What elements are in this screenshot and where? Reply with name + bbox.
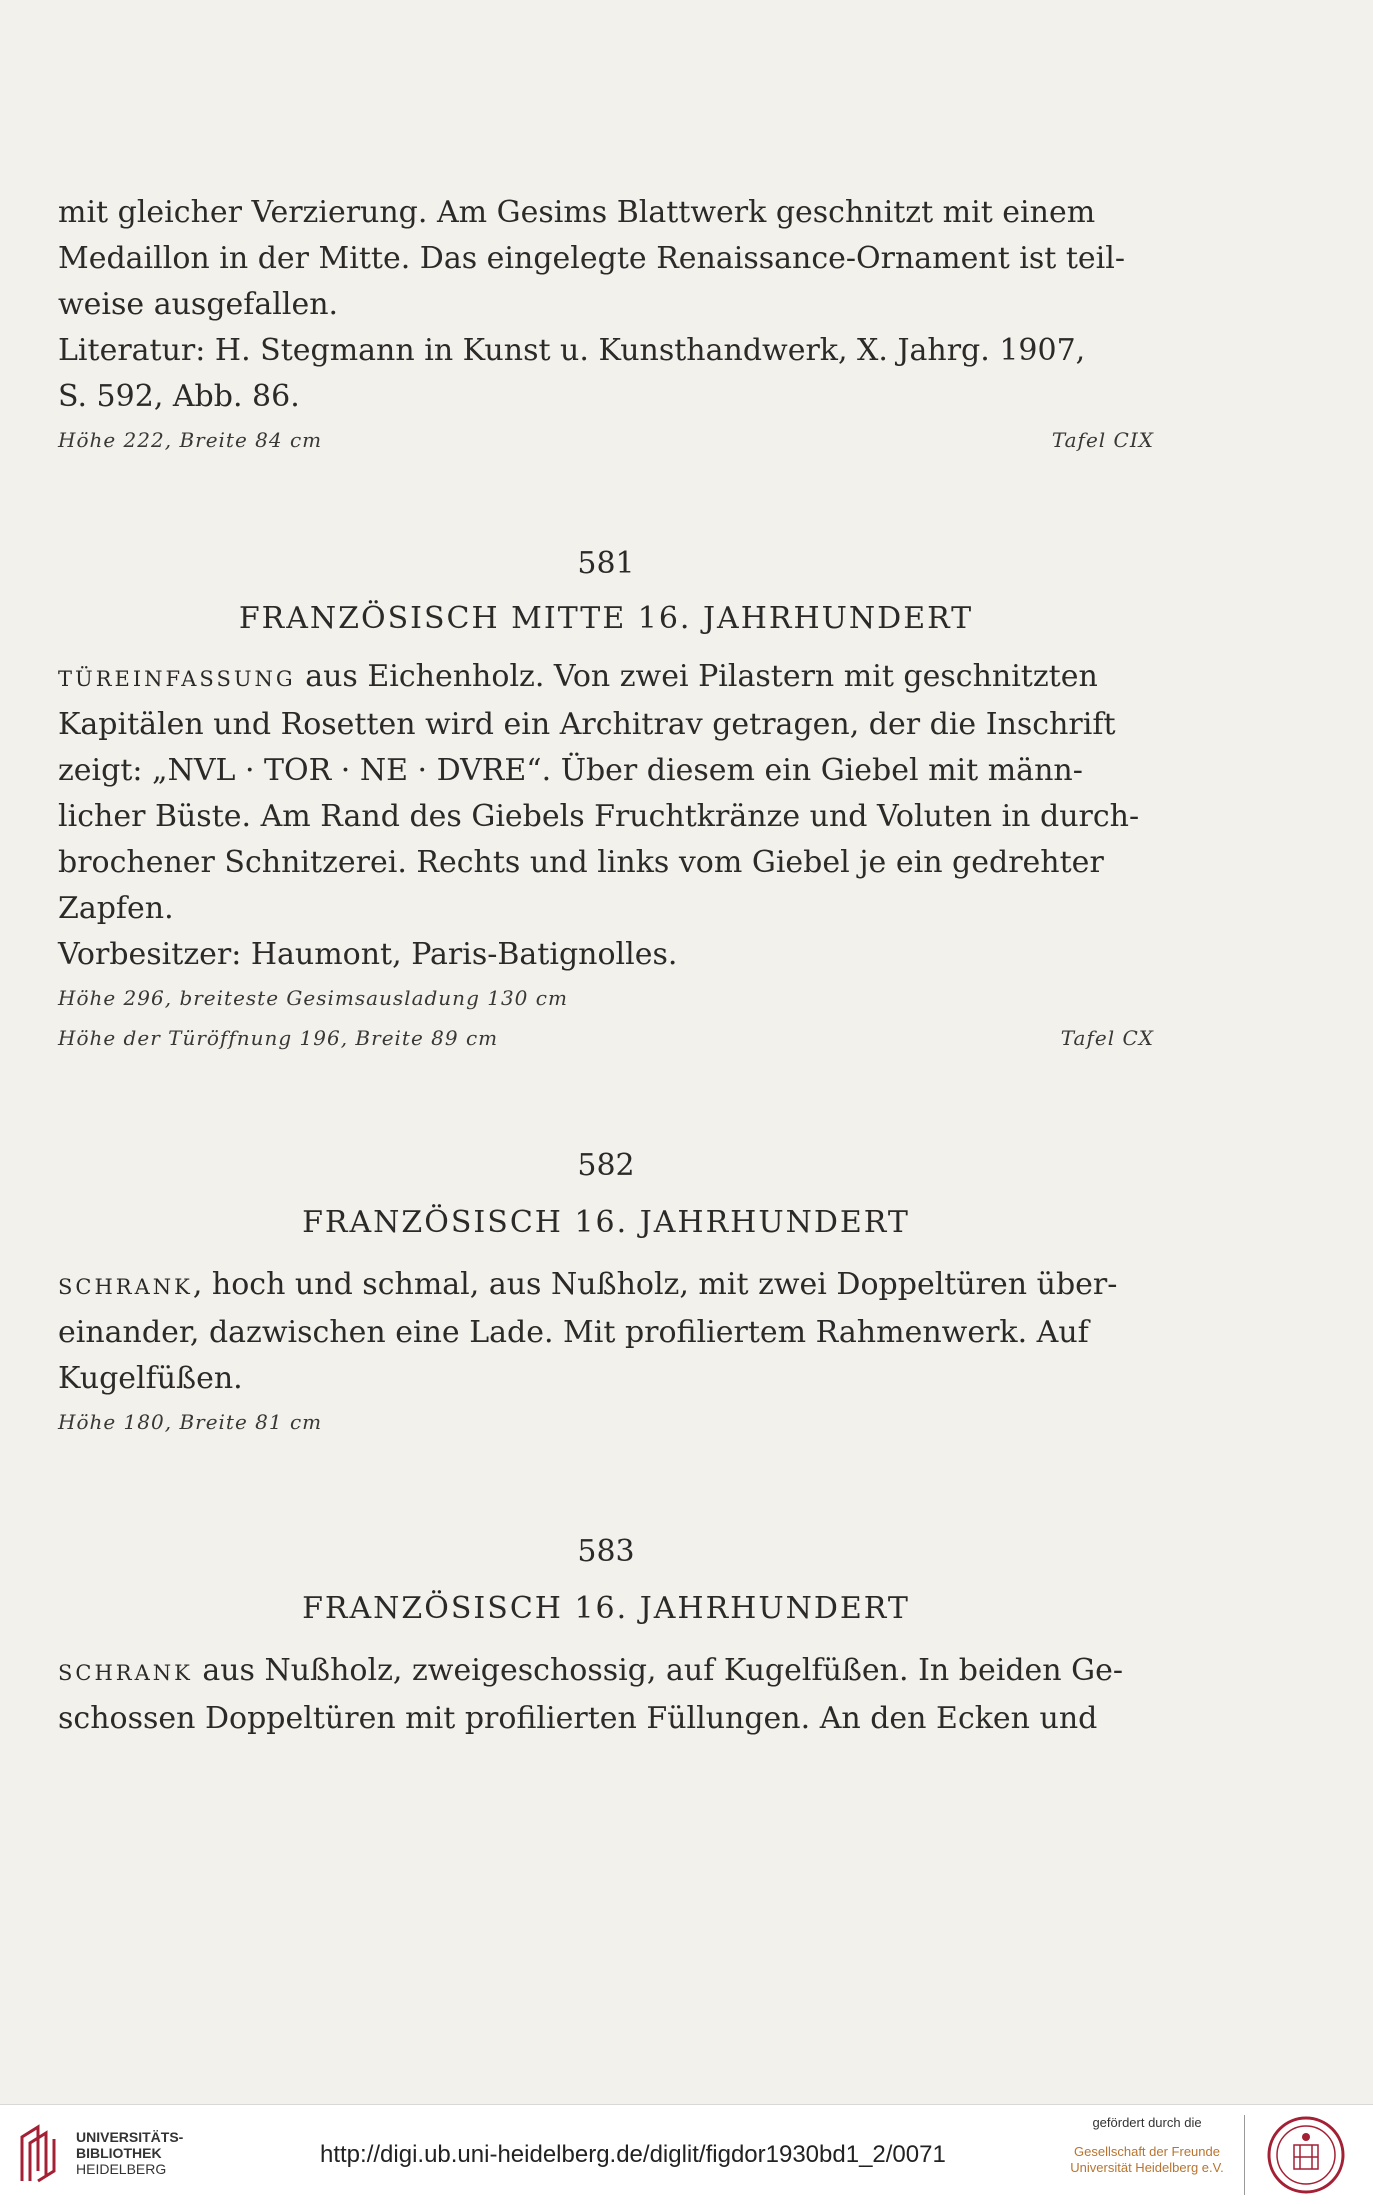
- dimensions-line: [58, 1402, 1154, 1442]
- page-content: [58, 190, 1154, 1742]
- paragraph-continuation: [58, 190, 1154, 420]
- plate-reference: Tafel CIX: [1051, 428, 1154, 452]
- text-line: brochener Schnitzerei. Rechts und links vom Giebel je ein gedrehter: [58, 845, 1104, 880]
- university-seal-icon: [1266, 2115, 1346, 2195]
- text-line: mit gleicher Verzierung. Am Gesims Blattwerk geschnitzt mit einem: [58, 195, 1096, 230]
- digitization-footer: [0, 2104, 1373, 2204]
- text-line: TÜREINFASSUNG aus Eichenholz. Von zwei Pilastern mit geschnitzten: [58, 659, 1098, 694]
- funded-by-label: gefördert durch die: [1092, 2115, 1202, 2130]
- text-line: S. 592, Abb. 86.: [58, 379, 300, 414]
- society-name: Universität Heidelberg e.V.: [1070, 2160, 1224, 2175]
- text-line: zeigt: „NVL · TOR · NE · DVRE“. Über diesem ein Giebel mit männ-: [58, 753, 1083, 788]
- text-line: SCHRANK aus Nußholz, zweigeschossig, auf Kugelfüßen. In beiden Ge-: [58, 1653, 1124, 1688]
- entry-number: 581: [577, 546, 635, 581]
- text-line: Medaillon in der Mitte. Das eingelegte Renaissance-Ornament ist teil-: [58, 241, 1126, 276]
- entry-heading: FRANZÖSISCH 16. JAHRHUNDERT: [302, 1591, 910, 1626]
- dimensions-text: Höhe der Türöffnung 196, Breite 89 cm: [58, 1026, 499, 1050]
- text-line: SCHRANK, hoch und schmal, aus Nußholz, mit zwei Doppeltüren über-: [58, 1267, 1118, 1302]
- entry-number: 583: [577, 1534, 635, 1569]
- dimensions-text: Höhe 296, breiteste Gesimsausladung 130 cm: [58, 986, 568, 1010]
- entry-number: 582: [577, 1148, 635, 1183]
- text-line: Literatur: H. Stegmann in Kunst u. Kunsthandwerk, X. Jahrg. 1907,: [58, 333, 1086, 368]
- dimensions-text: Höhe 180, Breite 81 cm: [58, 1410, 323, 1434]
- text-line: weise ausgefallen.: [58, 287, 339, 322]
- permalink[interactable]: http://digi.ub.uni-heidelberg.de/diglit/figdor1930bd1_2/0071: [320, 2141, 946, 2168]
- text-line: Vorbesitzer: Haumont, Paris-Batignolles.: [58, 937, 678, 972]
- entry-description: [58, 1648, 1154, 1742]
- text-line: licher Büste. Am Rand des Giebels Fruchtkränze und Voluten in durch-: [58, 799, 1140, 834]
- text-line: Zapfen.: [58, 891, 174, 926]
- entry-description: [58, 654, 1154, 978]
- object-name: SCHRANK: [58, 1661, 193, 1685]
- text-line: Kugelfüßen.: [58, 1361, 243, 1396]
- library-name: UNIVERSITÄTS- BIBLIOTHEK HEIDELBERG: [76, 2129, 184, 2177]
- entry-heading: FRANZÖSISCH 16. JAHRHUNDERT: [302, 1205, 910, 1240]
- entry-description: [58, 1262, 1154, 1402]
- dimensions-line: [58, 420, 1154, 460]
- dimensions-line: [58, 1018, 1154, 1058]
- dimensions-line: [58, 978, 1154, 1018]
- text-line: einander, dazwischen eine Lade. Mit profiliertem Rahmenwerk. Auf: [58, 1315, 1089, 1350]
- entry-heading: FRANZÖSISCH MITTE 16. JAHRHUNDERT: [238, 601, 974, 636]
- dimensions-text: Höhe 222, Breite 84 cm: [58, 428, 323, 452]
- university-library-logo-icon: [16, 2123, 66, 2185]
- plate-reference: Tafel CX: [1060, 1026, 1154, 1050]
- object-name: TÜREINFASSUNG: [58, 667, 296, 691]
- text-line: Kapitälen und Rosetten wird ein Architrav getragen, der die Inschrift: [58, 707, 1116, 742]
- text-line: schossen Doppeltüren mit profilierten Füllungen. An den Ecken und: [58, 1701, 1098, 1736]
- footer-divider: [1244, 2115, 1245, 2195]
- society-name: Gesellschaft der Freunde: [1074, 2144, 1220, 2159]
- sponsor-block: [1062, 2115, 1232, 2176]
- object-name: SCHRANK: [58, 1275, 193, 1299]
